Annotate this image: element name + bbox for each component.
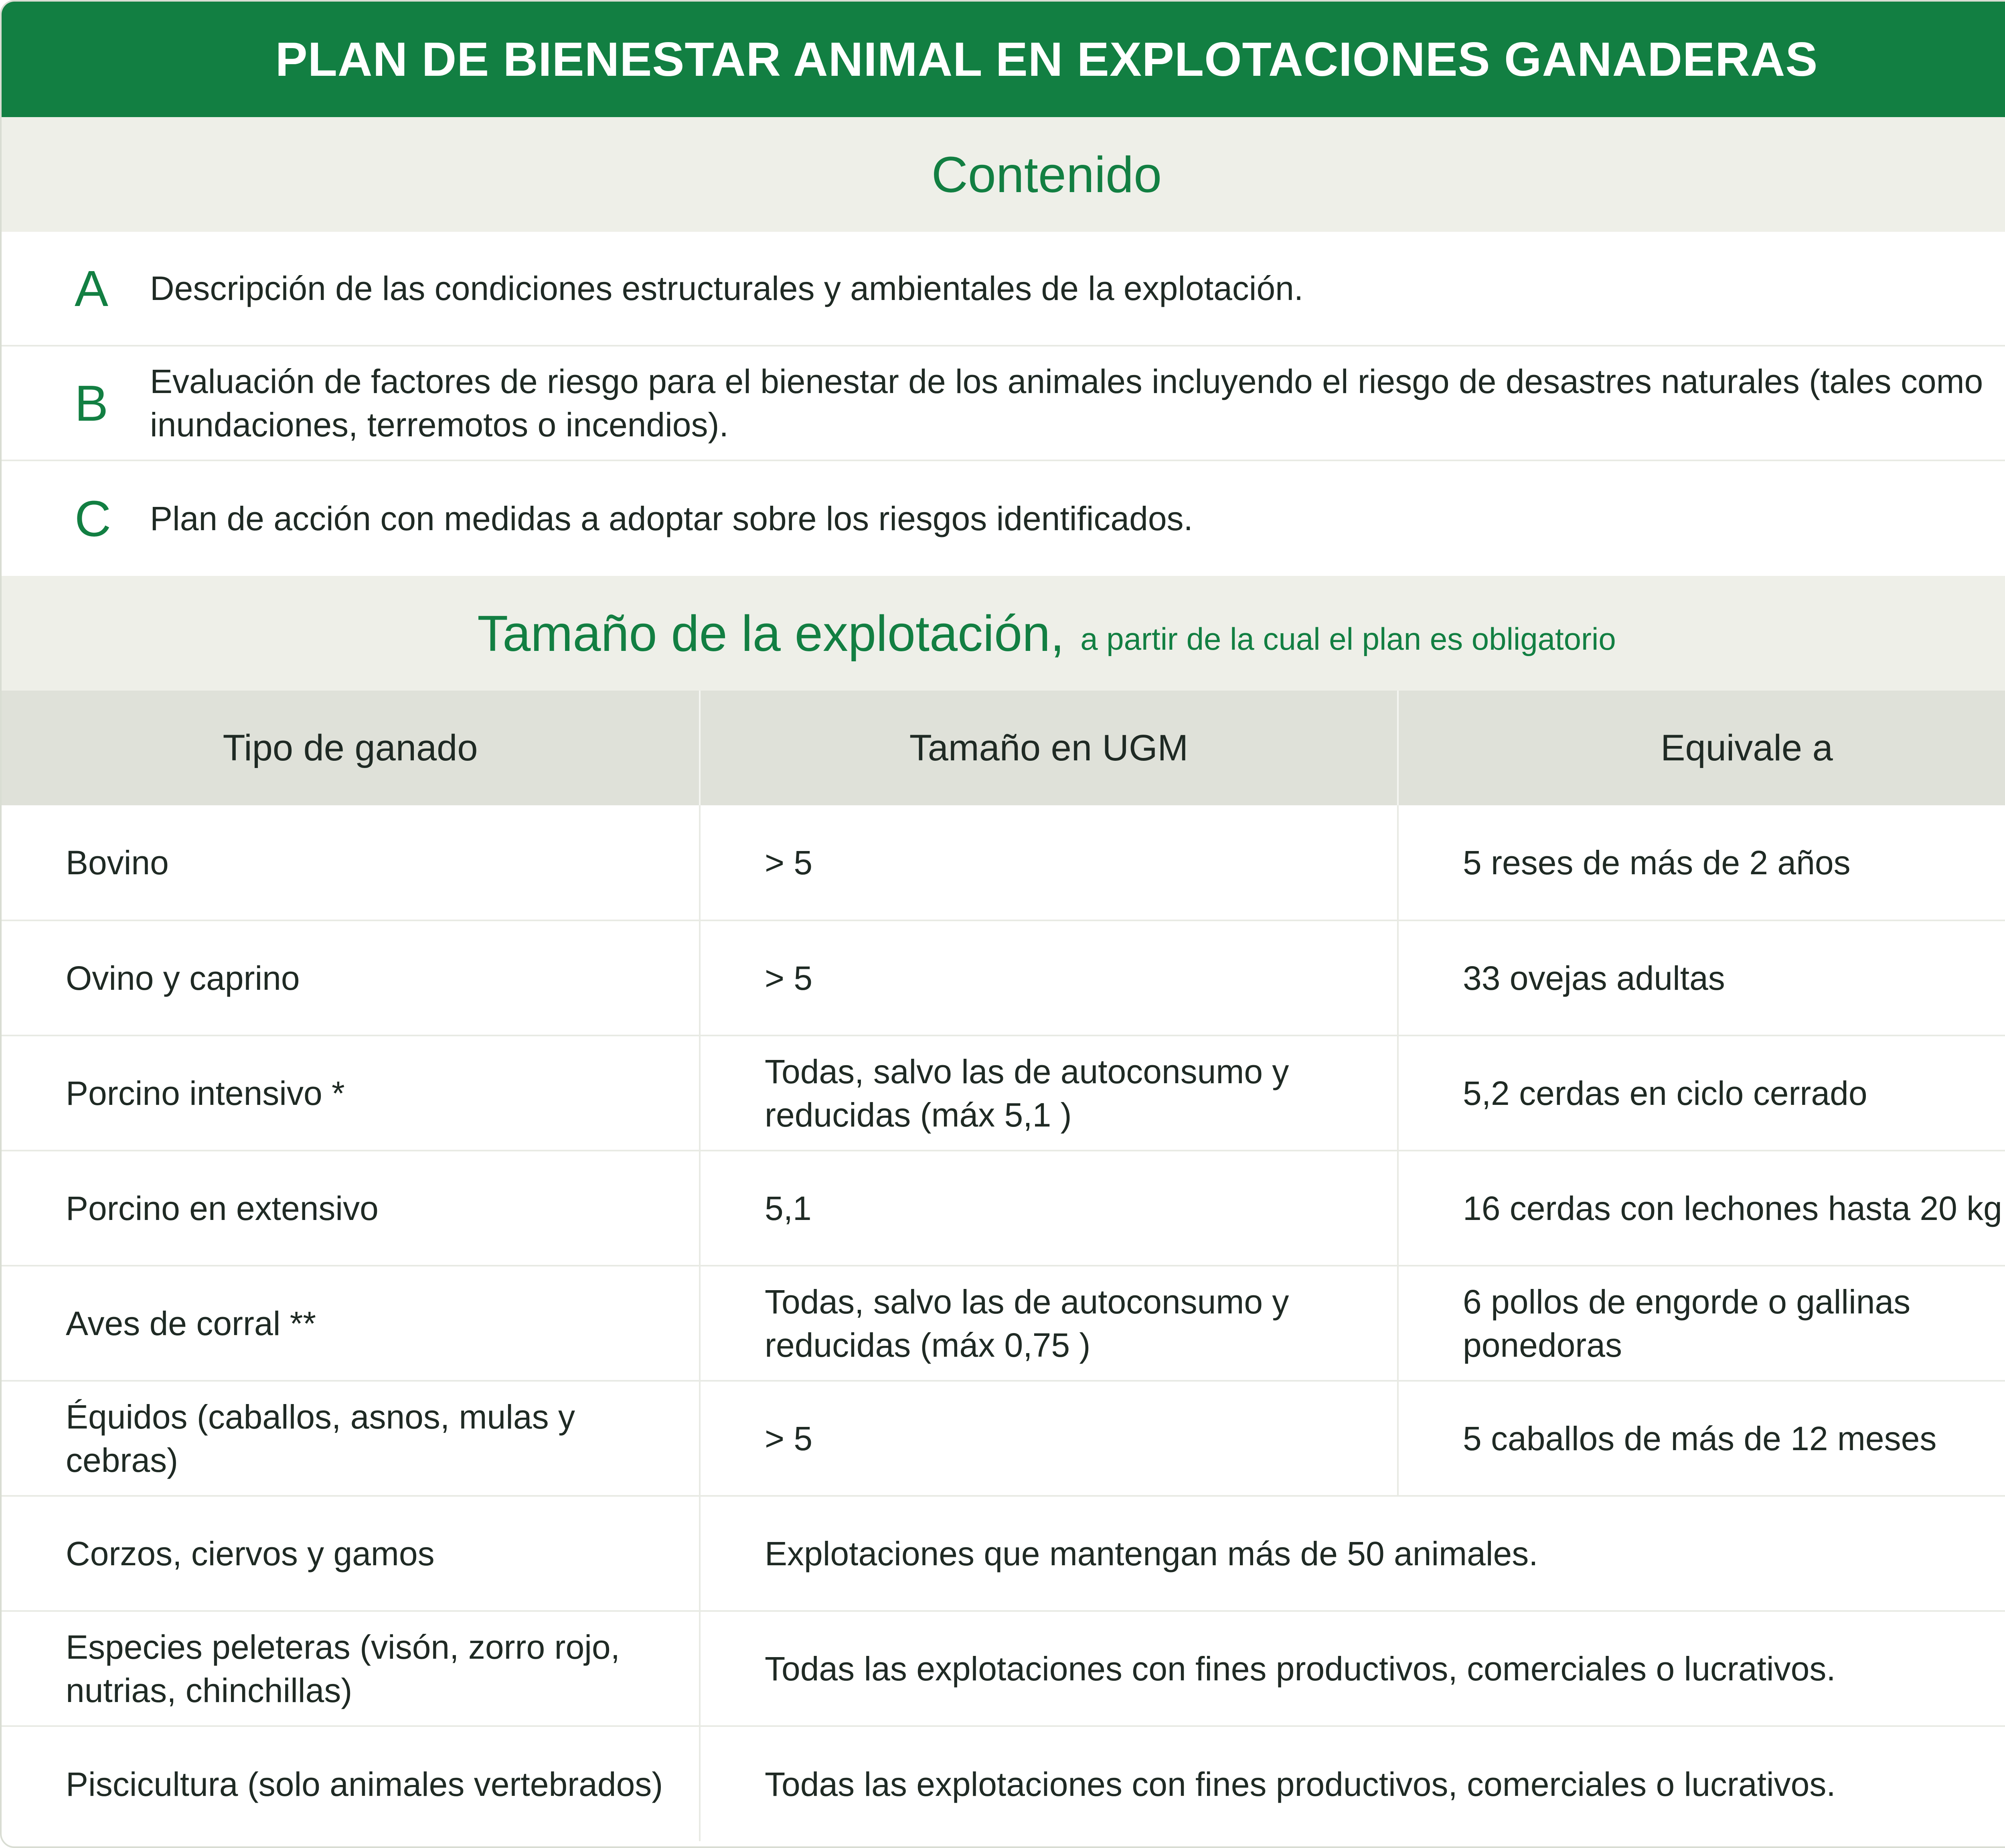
contents-header bbox=[2, 117, 2005, 232]
list-item bbox=[2, 461, 2005, 576]
table-cell: > 5 bbox=[700, 805, 1398, 920]
table-row bbox=[2, 1151, 2005, 1266]
table-row bbox=[2, 1496, 2005, 1611]
table-cell: 5 reses de más de 2 años bbox=[1398, 805, 2005, 920]
table-cell: Todas, salvo las de autoconsumo y reducidas (máx 0,75 ) bbox=[700, 1266, 1398, 1381]
table-cell: > 5 bbox=[700, 1381, 1398, 1496]
column-header: Tamaño en UGM bbox=[700, 691, 1398, 805]
table-cell: 33 ovejas adultas bbox=[1398, 920, 2005, 1035]
table-cell: Especies peleteras (visón, zorro rojo, nutrias, chinchillas) bbox=[2, 1611, 700, 1726]
item-text: Descripción de las condiciones estructurales y ambientales de la explotación. bbox=[150, 270, 1304, 307]
table-cell: Piscicultura (solo animales vertebrados) bbox=[2, 1726, 700, 1841]
table-row bbox=[2, 1266, 2005, 1381]
item-letter: B bbox=[75, 375, 109, 432]
list-item bbox=[2, 232, 2005, 346]
table-cell: Porcino intensivo * bbox=[2, 1035, 700, 1151]
size-subheading: a partir de la cual el plan es obligatorio bbox=[1080, 621, 1616, 657]
table-cell: Bovino bbox=[2, 805, 700, 920]
table-cell: 5,1 bbox=[700, 1151, 1398, 1266]
table-cell: 16 cerdas con lechones hasta 20 kg bbox=[1398, 1151, 2005, 1266]
table-cell: 5 caballos de más de 12 meses bbox=[1398, 1381, 2005, 1496]
size-header bbox=[2, 576, 2005, 691]
table-cell: Todas, salvo las de autoconsumo y reducidas (máx 5,1 ) bbox=[700, 1035, 1398, 1151]
table-cell-merged: Todas las explotaciones con fines productivos, comerciales o lucrativos. bbox=[700, 1611, 2005, 1726]
item-text: Plan de acción con medidas a adoptar sobre los riesgos identificados. bbox=[150, 500, 1193, 537]
list-item bbox=[2, 346, 2005, 461]
size-table bbox=[2, 691, 2005, 1841]
table-cell-merged: Explotaciones que mantengan más de 50 animales. bbox=[700, 1496, 2005, 1611]
table-row bbox=[2, 805, 2005, 920]
column-header: Equivale a bbox=[1398, 691, 2005, 805]
table-cell: > 5 bbox=[700, 920, 1398, 1035]
page-title: PLAN DE BIENESTAR ANIMAL EN EXPLOTACIONES GANADERAS bbox=[2, 2, 2005, 117]
table-cell: Porcino en extensivo bbox=[2, 1151, 700, 1266]
table-row bbox=[2, 1035, 2005, 1151]
contents-list bbox=[2, 232, 2005, 576]
item-letter: C bbox=[75, 490, 111, 547]
contents-heading: Contenido bbox=[931, 146, 1162, 203]
table-cell: Corzos, ciervos y gamos bbox=[2, 1496, 700, 1611]
table-cell: 5,2 cerdas en ciclo cerrado bbox=[1398, 1035, 2005, 1151]
table-row bbox=[2, 1611, 2005, 1726]
table-row bbox=[2, 1381, 2005, 1496]
table-cell: 6 pollos de engorde o gallinas ponedoras bbox=[1398, 1266, 2005, 1381]
item-letter: A bbox=[75, 260, 109, 317]
table-cell: Ovino y caprino bbox=[2, 920, 700, 1035]
table-cell: Aves de corral ** bbox=[2, 1266, 700, 1381]
table-header-row bbox=[2, 691, 2005, 805]
size-heading: Tamaño de la explotación, bbox=[477, 605, 1065, 662]
table-cell-merged: Todas las explotaciones con fines productivos, comerciales o lucrativos. bbox=[765, 1765, 1836, 1803]
column-header: Tipo de ganado bbox=[2, 691, 700, 805]
item-text: Evaluación de factores de riesgo para el bienestar de los animales incluyendo el riesgo de desastres naturales (tales como inundaciones, terremotos o incendios). bbox=[150, 363, 1983, 444]
table-row bbox=[2, 920, 2005, 1035]
table-row bbox=[2, 1726, 2005, 1841]
table-cell: Équidos (caballos, asnos, mulas y cebras) bbox=[2, 1381, 700, 1496]
